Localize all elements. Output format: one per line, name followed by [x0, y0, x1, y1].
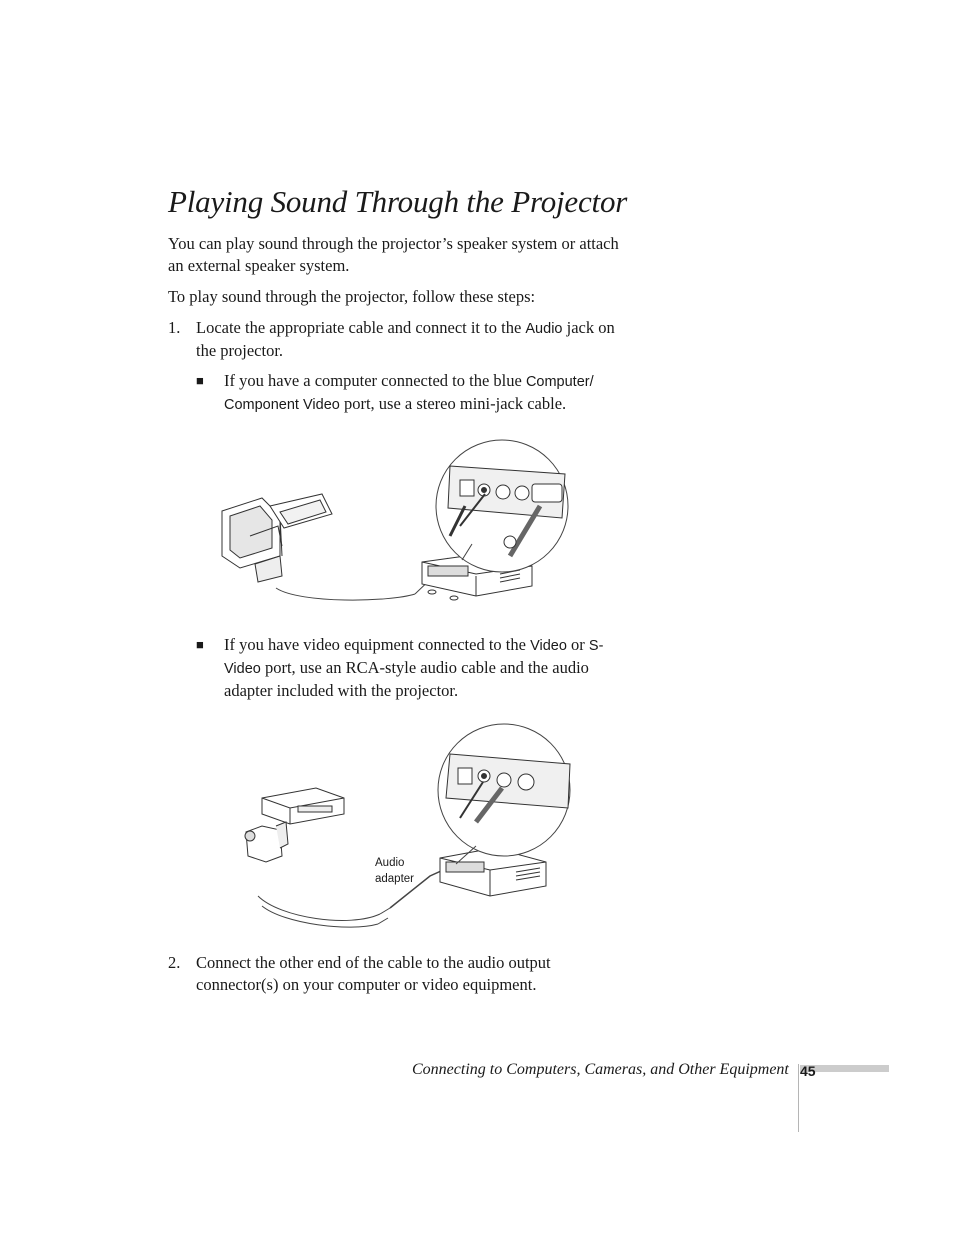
footer-section-title: Connecting to Computers, Cameras, and Other Equipment [412, 1061, 789, 1078]
step-1-number: 1. [168, 318, 181, 337]
video-audio-connection-figure [240, 718, 580, 938]
computer-port-name: Computer/ Component Video [224, 374, 594, 413]
steps-lead-paragraph: To play sound through the projector, follow these steps: [168, 287, 536, 306]
bullet-1-mark: ■ [196, 373, 204, 388]
computer-audio-connection-figure [210, 436, 580, 611]
bullet-1-text: If you have a computer connected to the blue Computer/ Component Video port, use a stereo mini-jack cable. [224, 371, 594, 413]
bullet-2-mark: ■ [196, 637, 204, 652]
step-2-number: 2. [168, 953, 181, 972]
step-2-text: Connect the other end of the cable to the audio output connector(s) on your computer or video equipment. [196, 953, 551, 994]
bullet-2-text: If you have video equipment connected to the Video or S-Video port, use an RCA-style audio cable and the audio adapter included with the projector. [224, 635, 604, 700]
step-1-text: Locate the appropriate cable and connect it to the Audio jack on the projector. [196, 318, 615, 360]
audio-adapter-label: Audio adapter [375, 857, 415, 885]
footer-vertical-rule [798, 1064, 799, 1132]
s-video-port-name: S-Video [224, 638, 604, 677]
vcr-illustration [262, 788, 344, 824]
audio-port-name: Audio [525, 321, 563, 337]
page-number: 45 [800, 1063, 816, 1079]
camcorder-illustration [245, 822, 288, 862]
computer-illustration [222, 494, 332, 582]
page-title: Playing Sound Through the Projector [168, 184, 633, 220]
intro-paragraph: You can play sound through the projector’s speaker system or attach an external speaker system. [168, 234, 619, 275]
video-port-name: Video [530, 638, 567, 654]
